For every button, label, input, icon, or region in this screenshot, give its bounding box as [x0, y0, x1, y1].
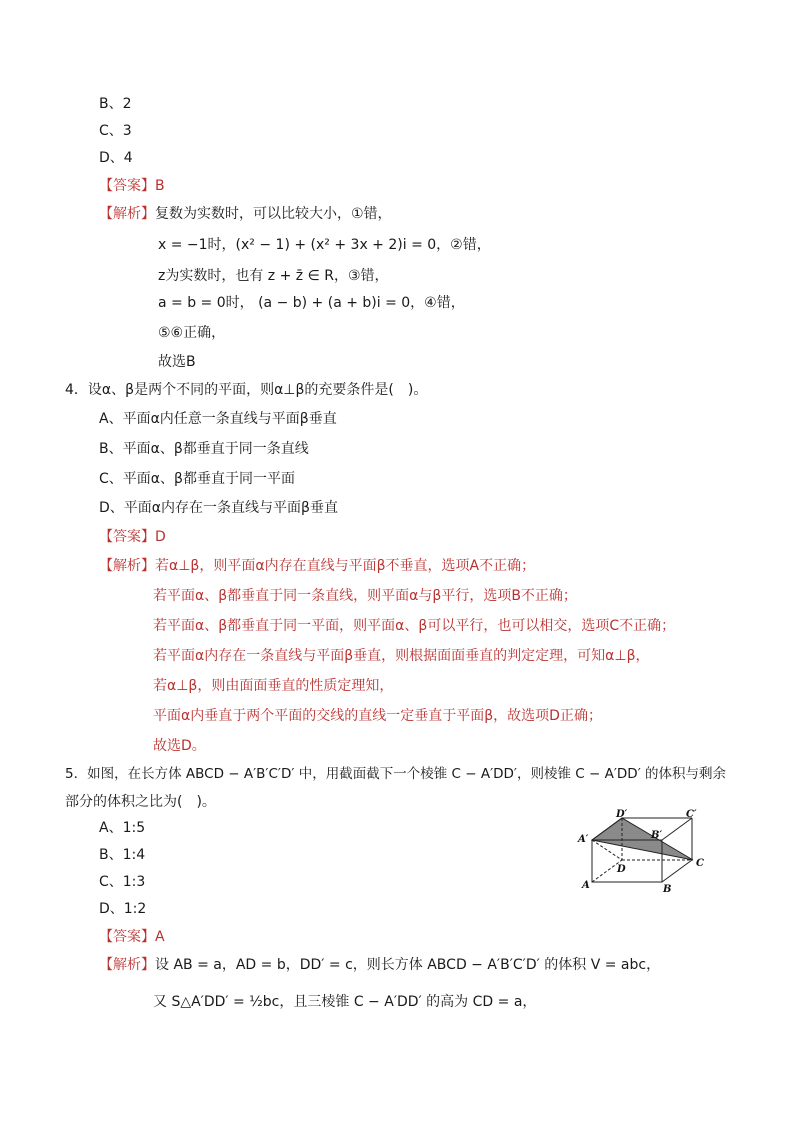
analysis-text: 复数为实数时，可以比较大小，①错，	[155, 206, 392, 222]
shaded-section	[592, 818, 693, 860]
analysis-text: 设 AB = a，AD = b，DD′ = c，则长方体 ABCD − A′B′C′D′ 的体积 V = abc，	[155, 957, 661, 973]
answer-value: A	[155, 929, 165, 945]
label-c: C	[696, 858, 704, 869]
q5-stem-line-1: 5．如图，在长方体 ABCD − A′B′C′D′ 中，用截面截下一个棱锥 C − A′DD′，则棱锥 C − A′DD′ 的体积与剩余	[65, 766, 727, 782]
q4-analysis-line-2: 若平面α、β都垂直于同一条直线，则平面α与β平行，选项B不正确；	[153, 588, 577, 604]
answer-value: B	[155, 178, 165, 194]
answer-label: 【答案】	[99, 529, 155, 545]
q3-option-d: D、4	[99, 150, 133, 166]
q5-option-d: D、1:2	[99, 901, 147, 917]
q5-analysis-line-1	[99, 955, 660, 975]
answer-value: D	[155, 529, 166, 545]
q4-option-a: A、平面α内任意一条直线与平面β垂直	[99, 411, 337, 427]
q4-analysis-line-7: 故选D。	[153, 738, 206, 754]
q3-option-c: C、3	[99, 123, 132, 139]
q3-analysis-line-5: ⑤⑥正确，	[158, 325, 226, 341]
q3-analysis-line-4: a = b = 0时， (a − b) + (a + b)i = 0，④错，	[158, 295, 465, 311]
q5-option-c: C、1:3	[99, 874, 146, 890]
edge	[662, 818, 692, 840]
q3-answer	[99, 176, 165, 196]
analysis-text: 若α⊥β，则平面α内存在直线与平面β不垂直，选项A不正确；	[155, 558, 536, 574]
q4-option-c: C、平面α、β都垂直于同一平面	[99, 471, 295, 487]
edge	[662, 860, 692, 882]
q3-analysis-line-3: z为实数时，也有 z + z̄ ∈ R，③错，	[158, 268, 389, 284]
q4-option-b: B、平面α、β都垂直于同一条直线	[99, 441, 309, 457]
cuboid-figure	[570, 808, 706, 894]
label-b-prime: B′	[651, 830, 663, 841]
q4-analysis-line-3: 若平面α、β都垂直于同一平面，则平面α、β可以平行，也可以相交，选项C不正确；	[153, 618, 676, 634]
analysis-label: 【解析】	[99, 206, 155, 222]
analysis-label: 【解析】	[99, 957, 155, 973]
q5-option-a: A、1:5	[99, 820, 146, 836]
q3-option-b: B、2	[99, 96, 132, 112]
label-d: D	[617, 864, 626, 875]
q4-analysis-line-1	[99, 556, 535, 576]
answer-label: 【答案】	[99, 178, 155, 194]
label-a-prime: A′	[578, 834, 589, 845]
label-b: B	[663, 884, 672, 894]
q5-answer	[99, 927, 165, 947]
answer-label: 【答案】	[99, 929, 155, 945]
label-a: A	[582, 880, 590, 891]
q3-analysis-line-6: 故选B	[158, 354, 196, 370]
q5-analysis-line-2: 又 S△A′DD′ = ½bc，且三棱锥 C − A′DD′ 的高为 CD = a，	[153, 994, 537, 1010]
q4-analysis-line-6: 平面α内垂直于两个平面的交线的直线一定垂直于平面β，故选项D正确；	[153, 708, 602, 724]
label-d-prime: D′	[616, 809, 628, 820]
label-c-prime: C′	[686, 809, 697, 820]
q5-option-b: B、1:4	[99, 847, 146, 863]
analysis-label: 【解析】	[99, 558, 155, 574]
q4-analysis-line-4: 若平面α内存在一条直线与平面β垂直，则根据面面垂直的判定定理，可知α⊥β，	[153, 648, 650, 664]
q4-option-d: D、平面α内存在一条直线与平面β垂直	[99, 500, 338, 516]
q3-analysis-line-2: x = −1时，(x² − 1) + (x² + 3x + 2)i = 0，②错，	[158, 237, 491, 253]
q4-analysis-line-5: 若α⊥β，则由面面垂直的性质定理知，	[153, 678, 394, 694]
q3-analysis-line-1	[99, 204, 392, 224]
q4-answer	[99, 527, 166, 547]
q5-stem-line-2: 部分的体积之比为( )。	[65, 794, 216, 810]
q4-stem: 4．设α、β是两个不同的平面，则α⊥β的充要条件是( )。	[65, 382, 428, 398]
